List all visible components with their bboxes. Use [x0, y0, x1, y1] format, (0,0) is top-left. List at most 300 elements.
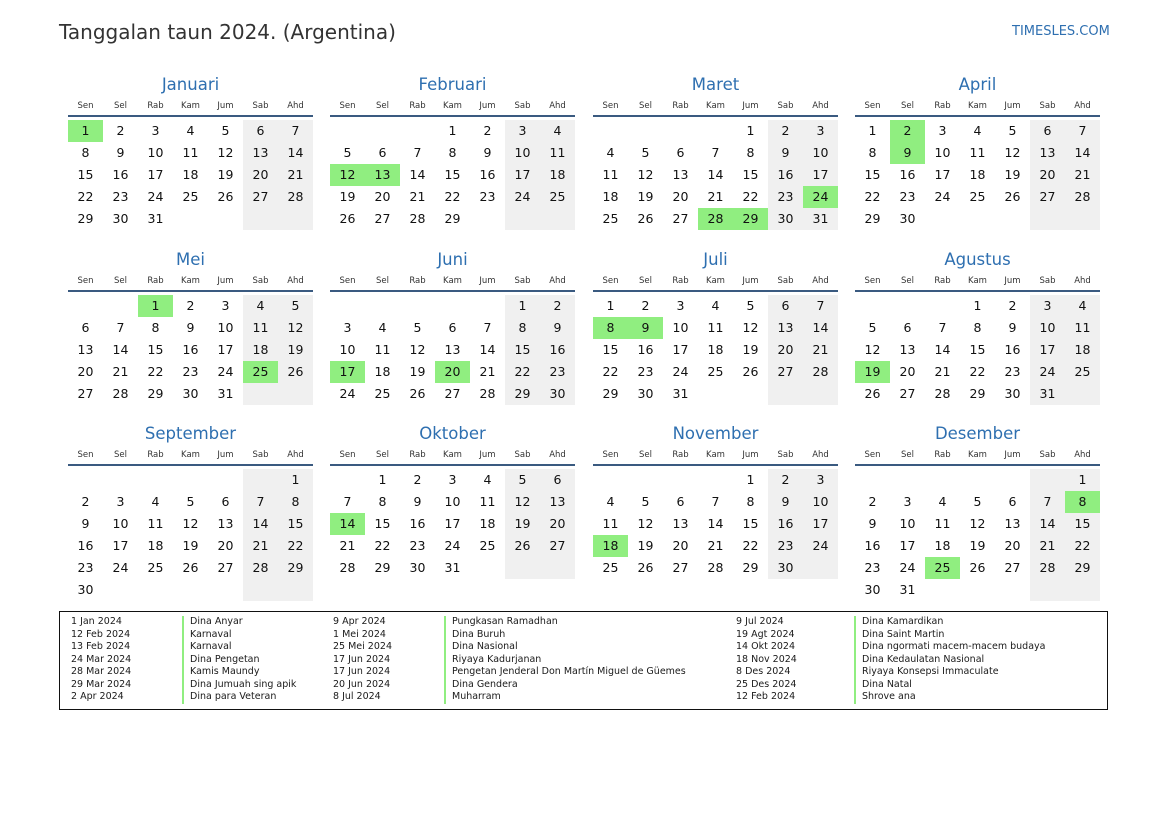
day-cell[interactable]: 7	[278, 120, 313, 142]
day-cell[interactable]: 11	[602, 167, 619, 182]
day-cell[interactable]: 25	[1065, 361, 1100, 383]
day-cell[interactable]: 2	[768, 120, 803, 142]
day-cell[interactable]: 25	[925, 557, 960, 579]
day-cell[interactable]: 15	[374, 516, 391, 531]
day-cell[interactable]: 1	[868, 123, 877, 138]
day-cell[interactable]: 25	[540, 186, 575, 208]
day-cell[interactable]: 8	[973, 320, 982, 335]
day-cell[interactable]: 28	[112, 386, 129, 401]
day-cell[interactable]: 26	[182, 560, 199, 575]
day-cell[interactable]: 9	[868, 516, 877, 531]
day-cell[interactable]: 23	[540, 361, 575, 383]
day-cell[interactable]: 7	[711, 494, 720, 509]
day-cell[interactable]: 3	[903, 494, 912, 509]
day-cell[interactable]: 30	[77, 582, 94, 597]
day-cell[interactable]: 23	[182, 364, 199, 379]
day-cell[interactable]: 12	[637, 516, 654, 531]
day-cell[interactable]: 11	[374, 342, 391, 357]
day-cell[interactable]: 18	[602, 189, 619, 204]
day-cell[interactable]: 5	[343, 145, 352, 160]
day-cell[interactable]: 24	[803, 535, 838, 557]
day-cell[interactable]: 11	[969, 145, 986, 160]
day-cell[interactable]: 26	[1004, 189, 1021, 204]
day-cell[interactable]: 2	[81, 494, 90, 509]
day-cell[interactable]: 3	[803, 120, 838, 142]
day-cell[interactable]: 1	[138, 295, 173, 317]
day-cell[interactable]: 3	[505, 120, 540, 142]
day-cell[interactable]: 13	[768, 317, 803, 339]
day-cell[interactable]: 26	[217, 189, 234, 204]
day-cell[interactable]: 24	[934, 189, 951, 204]
day-cell[interactable]: 12	[409, 342, 426, 357]
day-cell[interactable]: 7	[711, 145, 720, 160]
day-cell[interactable]: 24	[1030, 361, 1065, 383]
day-cell[interactable]: 25	[969, 189, 986, 204]
day-cell[interactable]: 27	[672, 560, 689, 575]
day-cell[interactable]: 5	[973, 494, 982, 509]
day-cell[interactable]: 11	[182, 145, 199, 160]
day-cell[interactable]: 30	[768, 557, 803, 579]
day-cell[interactable]: 28	[479, 386, 496, 401]
day-cell[interactable]: 26	[864, 386, 881, 401]
day-cell[interactable]: 18	[243, 339, 278, 361]
day-cell[interactable]: 26	[637, 560, 654, 575]
day-cell[interactable]: 28	[1065, 186, 1100, 208]
day-cell[interactable]: 5	[221, 123, 230, 138]
day-cell[interactable]: 24	[899, 560, 916, 575]
day-cell[interactable]: 21	[707, 189, 724, 204]
day-cell[interactable]: 17	[147, 167, 164, 182]
day-cell[interactable]: 2	[1008, 298, 1017, 313]
day-cell[interactable]: 8	[151, 320, 160, 335]
day-cell[interactable]: 7	[413, 145, 422, 160]
day-cell[interactable]: 6	[1008, 494, 1017, 509]
day-cell[interactable]: 8	[746, 145, 755, 160]
day-cell[interactable]: 11	[707, 320, 724, 335]
day-cell[interactable]: 25	[602, 211, 619, 226]
day-cell[interactable]: 15	[602, 342, 619, 357]
day-cell[interactable]: 30	[112, 211, 129, 226]
day-cell[interactable]: 27	[1030, 186, 1065, 208]
day-cell[interactable]: 23	[768, 535, 803, 557]
day-cell[interactable]: 31	[147, 211, 164, 226]
day-cell[interactable]: 12	[1004, 145, 1021, 160]
day-cell[interactable]: 4	[606, 145, 615, 160]
day-cell[interactable]: 12	[742, 320, 759, 335]
day-cell[interactable]: 2	[483, 123, 492, 138]
day-cell[interactable]: 30	[637, 386, 654, 401]
day-cell[interactable]: 23	[864, 560, 881, 575]
day-cell[interactable]: 29	[864, 211, 881, 226]
day-cell[interactable]: 26	[409, 386, 426, 401]
day-cell[interactable]: 26	[637, 211, 654, 226]
day-cell[interactable]: 1	[1065, 469, 1100, 491]
day-cell[interactable]: 25	[243, 361, 278, 383]
day-cell[interactable]: 9	[413, 494, 422, 509]
day-cell[interactable]: 1	[278, 469, 313, 491]
day-cell[interactable]: 1	[973, 298, 982, 313]
day-cell[interactable]: 2	[540, 295, 575, 317]
day-cell[interactable]: 16	[479, 167, 496, 182]
day-cell[interactable]: 1	[448, 123, 457, 138]
day-cell[interactable]: 24	[147, 189, 164, 204]
day-cell[interactable]: 19	[278, 339, 313, 361]
day-cell[interactable]: 7	[116, 320, 125, 335]
day-cell[interactable]: 18	[707, 342, 724, 357]
day-cell[interactable]: 15	[147, 342, 164, 357]
day-cell[interactable]: 12	[217, 145, 234, 160]
day-cell[interactable]: 12	[505, 491, 540, 513]
day-cell[interactable]: 16	[768, 164, 803, 186]
day-cell[interactable]: 10	[444, 494, 461, 509]
day-cell[interactable]: 28	[339, 560, 356, 575]
day-cell[interactable]: 28	[409, 211, 426, 226]
day-cell[interactable]: 9	[890, 142, 925, 164]
day-cell[interactable]: 23	[768, 186, 803, 208]
day-cell[interactable]: 10	[112, 516, 129, 531]
day-cell[interactable]: 30	[1004, 386, 1021, 401]
day-cell[interactable]: 16	[182, 342, 199, 357]
day-cell[interactable]: 6	[1030, 120, 1065, 142]
day-cell[interactable]: 21	[278, 164, 313, 186]
day-cell[interactable]: 12	[969, 516, 986, 531]
day-cell[interactable]: 9	[81, 516, 90, 531]
day-cell[interactable]: 1	[746, 123, 755, 138]
day-cell[interactable]: 8	[1065, 491, 1100, 513]
day-cell[interactable]: 18	[479, 516, 496, 531]
day-cell[interactable]: 3	[676, 298, 685, 313]
day-cell[interactable]: 25	[602, 560, 619, 575]
day-cell[interactable]: 2	[890, 120, 925, 142]
day-cell[interactable]: 9	[628, 317, 663, 339]
day-cell[interactable]: 20	[77, 364, 94, 379]
day-cell[interactable]: 22	[505, 361, 540, 383]
day-cell[interactable]: 9	[116, 145, 125, 160]
day-cell[interactable]: 23	[1004, 364, 1021, 379]
day-cell[interactable]: 30	[182, 386, 199, 401]
day-cell[interactable]: 4	[973, 123, 982, 138]
day-cell[interactable]: 14	[243, 513, 278, 535]
day-cell[interactable]: 14	[707, 516, 724, 531]
day-cell[interactable]: 7	[803, 295, 838, 317]
day-cell[interactable]: 22	[742, 189, 759, 204]
day-cell[interactable]: 2	[868, 494, 877, 509]
site-link[interactable]: TIMESLES.COM	[1012, 24, 1110, 39]
day-cell[interactable]: 6	[676, 494, 685, 509]
day-cell[interactable]: 25	[479, 538, 496, 553]
day-cell[interactable]: 24	[505, 186, 540, 208]
day-cell[interactable]: 16	[409, 516, 426, 531]
day-cell[interactable]: 24	[112, 560, 129, 575]
day-cell[interactable]: 30	[540, 383, 575, 405]
day-cell[interactable]: 3	[151, 123, 160, 138]
day-cell[interactable]: 21	[112, 364, 129, 379]
day-cell[interactable]: 17	[899, 538, 916, 553]
day-cell[interactable]: 2	[186, 298, 195, 313]
day-cell[interactable]: 11	[243, 317, 278, 339]
day-cell[interactable]: 19	[217, 167, 234, 182]
day-cell[interactable]: 18	[182, 167, 199, 182]
day-cell[interactable]: 30	[768, 208, 803, 230]
day-cell[interactable]: 27	[672, 211, 689, 226]
day-cell[interactable]: 12	[182, 516, 199, 531]
day-cell[interactable]: 27	[243, 186, 278, 208]
day-cell[interactable]: 20	[672, 538, 689, 553]
day-cell[interactable]: 13	[672, 167, 689, 182]
day-cell[interactable]: 29	[602, 386, 619, 401]
day-cell[interactable]: 2	[116, 123, 125, 138]
day-cell[interactable]: 25	[707, 364, 724, 379]
day-cell[interactable]: 16	[637, 342, 654, 357]
day-cell[interactable]: 13	[899, 342, 916, 357]
day-cell[interactable]: 14	[934, 342, 951, 357]
day-cell[interactable]: 24	[803, 186, 838, 208]
day-cell[interactable]: 22	[969, 364, 986, 379]
day-cell[interactable]: 26	[339, 211, 356, 226]
day-cell[interactable]: 22	[444, 189, 461, 204]
day-cell[interactable]: 25	[374, 386, 391, 401]
day-cell[interactable]: 16	[899, 167, 916, 182]
day-cell[interactable]: 15	[505, 339, 540, 361]
day-cell[interactable]: 22	[374, 538, 391, 553]
day-cell[interactable]: 19	[969, 538, 986, 553]
day-cell[interactable]: 19	[339, 189, 356, 204]
day-cell[interactable]: 5	[413, 320, 422, 335]
day-cell[interactable]: 17	[217, 342, 234, 357]
day-cell[interactable]: 16	[77, 538, 94, 553]
day-cell[interactable]: 4	[711, 298, 720, 313]
day-cell[interactable]: 7	[483, 320, 492, 335]
day-cell[interactable]: 21	[1030, 535, 1065, 557]
day-cell[interactable]: 18	[147, 538, 164, 553]
day-cell[interactable]: 17	[330, 361, 365, 383]
day-cell[interactable]: 10	[147, 145, 164, 160]
day-cell[interactable]: 13	[1030, 142, 1065, 164]
day-cell[interactable]: 27	[444, 386, 461, 401]
day-cell[interactable]: 15	[742, 516, 759, 531]
day-cell[interactable]: 3	[221, 298, 230, 313]
day-cell[interactable]: 27	[1004, 560, 1021, 575]
day-cell[interactable]: 1	[606, 298, 615, 313]
day-cell[interactable]: 2	[768, 469, 803, 491]
day-cell[interactable]: 14	[707, 167, 724, 182]
day-cell[interactable]: 24	[339, 386, 356, 401]
day-cell[interactable]: 14	[112, 342, 129, 357]
day-cell[interactable]: 8	[505, 317, 540, 339]
day-cell[interactable]: 6	[903, 320, 912, 335]
day-cell[interactable]: 29	[444, 211, 461, 226]
day-cell[interactable]: 14	[330, 513, 365, 535]
day-cell[interactable]: 2	[413, 472, 422, 487]
day-cell[interactable]: 10	[803, 491, 838, 513]
day-cell[interactable]: 10	[899, 516, 916, 531]
day-cell[interactable]: 4	[186, 123, 195, 138]
day-cell[interactable]: 8	[868, 145, 877, 160]
day-cell[interactable]: 17	[803, 164, 838, 186]
day-cell[interactable]: 15	[864, 167, 881, 182]
day-cell[interactable]: 7	[343, 494, 352, 509]
day-cell[interactable]: 10	[803, 142, 838, 164]
day-cell[interactable]: 29	[742, 560, 759, 575]
day-cell[interactable]: 16	[1004, 342, 1021, 357]
day-cell[interactable]: 12	[330, 164, 365, 186]
day-cell[interactable]: 20	[768, 339, 803, 361]
day-cell[interactable]: 7	[243, 491, 278, 513]
day-cell[interactable]: 19	[409, 364, 426, 379]
day-cell[interactable]: 17	[934, 167, 951, 182]
day-cell[interactable]: 17	[112, 538, 129, 553]
day-cell[interactable]: 1	[378, 472, 387, 487]
day-cell[interactable]: 8	[378, 494, 387, 509]
day-cell[interactable]: 4	[483, 472, 492, 487]
day-cell[interactable]: 11	[479, 494, 496, 509]
day-cell[interactable]: 14	[278, 142, 313, 164]
day-cell[interactable]: 12	[278, 317, 313, 339]
day-cell[interactable]: 24	[217, 364, 234, 379]
day-cell[interactable]: 23	[77, 560, 94, 575]
day-cell[interactable]: 17	[1030, 339, 1065, 361]
day-cell[interactable]: 22	[864, 189, 881, 204]
day-cell[interactable]: 6	[243, 120, 278, 142]
day-cell[interactable]: 18	[934, 538, 951, 553]
day-cell[interactable]: 8	[81, 145, 90, 160]
day-cell[interactable]: 15	[1065, 513, 1100, 535]
day-cell[interactable]: 17	[672, 342, 689, 357]
day-cell[interactable]: 18	[969, 167, 986, 182]
day-cell[interactable]: 6	[221, 494, 230, 509]
day-cell[interactable]: 20	[1004, 538, 1021, 553]
day-cell[interactable]: 17	[444, 516, 461, 531]
day-cell[interactable]: 19	[1004, 167, 1021, 182]
day-cell[interactable]: 29	[278, 557, 313, 579]
day-cell[interactable]: 22	[77, 189, 94, 204]
day-cell[interactable]: 19	[742, 342, 759, 357]
day-cell[interactable]: 14	[409, 167, 426, 182]
day-cell[interactable]: 19	[637, 538, 654, 553]
day-cell[interactable]: 9	[483, 145, 492, 160]
day-cell[interactable]: 9	[186, 320, 195, 335]
day-cell[interactable]: 29	[374, 560, 391, 575]
day-cell[interactable]: 20	[540, 513, 575, 535]
day-cell[interactable]: 27	[899, 386, 916, 401]
day-cell[interactable]: 28	[1030, 557, 1065, 579]
day-cell[interactable]: 19	[855, 361, 890, 383]
day-cell[interactable]: 16	[768, 513, 803, 535]
day-cell[interactable]: 15	[444, 167, 461, 182]
day-cell[interactable]: 12	[864, 342, 881, 357]
day-cell[interactable]: 6	[676, 145, 685, 160]
day-cell[interactable]: 4	[378, 320, 387, 335]
day-cell[interactable]: 5	[1008, 123, 1017, 138]
day-cell[interactable]: 31	[1030, 383, 1065, 405]
day-cell[interactable]: 3	[938, 123, 947, 138]
day-cell[interactable]: 1	[505, 295, 540, 317]
day-cell[interactable]: 15	[969, 342, 986, 357]
day-cell[interactable]: 9	[768, 142, 803, 164]
day-cell[interactable]: 1	[68, 120, 103, 142]
day-cell[interactable]: 27	[374, 211, 391, 226]
day-cell[interactable]: 5	[641, 145, 650, 160]
day-cell[interactable]: 20	[1030, 164, 1065, 186]
day-cell[interactable]: 8	[278, 491, 313, 513]
day-cell[interactable]: 27	[768, 361, 803, 383]
day-cell[interactable]: 4	[1065, 295, 1100, 317]
day-cell[interactable]: 10	[672, 320, 689, 335]
day-cell[interactable]: 16	[540, 339, 575, 361]
day-cell[interactable]: 26	[969, 560, 986, 575]
day-cell[interactable]: 28	[243, 557, 278, 579]
day-cell[interactable]: 31	[672, 386, 689, 401]
day-cell[interactable]: 25	[182, 189, 199, 204]
day-cell[interactable]: 3	[343, 320, 352, 335]
day-cell[interactable]: 4	[606, 494, 615, 509]
day-cell[interactable]: 20	[672, 189, 689, 204]
day-cell[interactable]: 20	[435, 361, 470, 383]
day-cell[interactable]: 29	[77, 211, 94, 226]
day-cell[interactable]: 3	[116, 494, 125, 509]
day-cell[interactable]: 8	[746, 494, 755, 509]
day-cell[interactable]: 6	[81, 320, 90, 335]
day-cell[interactable]: 13	[365, 164, 400, 186]
day-cell[interactable]: 29	[147, 386, 164, 401]
day-cell[interactable]: 27	[217, 560, 234, 575]
day-cell[interactable]: 7	[1030, 491, 1065, 513]
day-cell[interactable]: 11	[934, 516, 951, 531]
day-cell[interactable]: 18	[593, 535, 628, 557]
day-cell[interactable]: 22	[278, 535, 313, 557]
day-cell[interactable]: 19	[505, 513, 540, 535]
day-cell[interactable]: 31	[899, 582, 916, 597]
day-cell[interactable]: 19	[637, 189, 654, 204]
day-cell[interactable]: 20	[217, 538, 234, 553]
day-cell[interactable]: 28	[278, 186, 313, 208]
day-cell[interactable]: 5	[641, 494, 650, 509]
day-cell[interactable]: 5	[868, 320, 877, 335]
day-cell[interactable]: 30	[864, 582, 881, 597]
day-cell[interactable]: 4	[540, 120, 575, 142]
day-cell[interactable]: 26	[742, 364, 759, 379]
day-cell[interactable]: 10	[505, 142, 540, 164]
day-cell[interactable]: 19	[182, 538, 199, 553]
day-cell[interactable]: 15	[278, 513, 313, 535]
day-cell[interactable]: 21	[1065, 164, 1100, 186]
day-cell[interactable]: 21	[803, 339, 838, 361]
day-cell[interactable]: 1	[746, 472, 755, 487]
day-cell[interactable]: 6	[378, 145, 387, 160]
day-cell[interactable]: 16	[864, 538, 881, 553]
day-cell[interactable]: 31	[444, 560, 461, 575]
day-cell[interactable]: 27	[77, 386, 94, 401]
day-cell[interactable]: 11	[147, 516, 164, 531]
day-cell[interactable]: 6	[540, 469, 575, 491]
day-cell[interactable]: 13	[672, 516, 689, 531]
day-cell[interactable]: 26	[278, 361, 313, 383]
day-cell[interactable]: 18	[1065, 339, 1100, 361]
day-cell[interactable]: 11	[540, 142, 575, 164]
day-cell[interactable]: 4	[243, 295, 278, 317]
day-cell[interactable]: 28	[803, 361, 838, 383]
day-cell[interactable]: 28	[698, 208, 733, 230]
day-cell[interactable]: 22	[742, 538, 759, 553]
day-cell[interactable]: 11	[602, 516, 619, 531]
day-cell[interactable]: 20	[899, 364, 916, 379]
day-cell[interactable]: 29	[969, 386, 986, 401]
day-cell[interactable]: 23	[112, 189, 129, 204]
day-cell[interactable]: 13	[444, 342, 461, 357]
day-cell[interactable]: 23	[409, 538, 426, 553]
day-cell[interactable]: 27	[540, 535, 575, 557]
day-cell[interactable]: 24	[672, 364, 689, 379]
